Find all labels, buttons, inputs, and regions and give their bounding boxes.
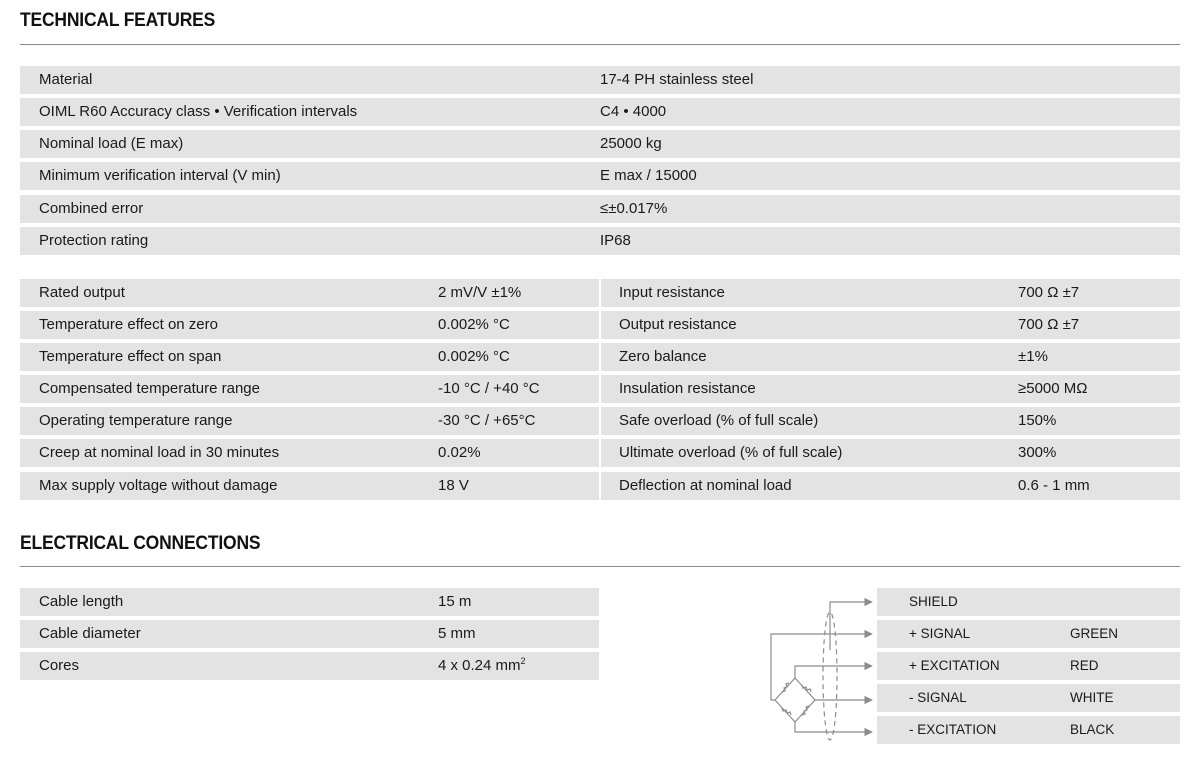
spec-label: Deflection at nominal load [619,477,792,494]
wire-color: RED [1070,658,1099,673]
spec-label: Creep at nominal load in 30 minutes [39,444,280,461]
wire-row [877,652,1180,680]
spec-label: Nominal load (E max) [39,135,184,152]
table-row [20,375,599,403]
spec-value: E max / 15000 [600,167,697,184]
spec-value: 150% [1018,412,1057,429]
spec-value: 700 Ω ±7 [1018,316,1080,333]
spec-label: Input resistance [619,284,725,301]
spec-value: ≥5000 MΩ [1018,380,1088,397]
spec-value: 5 mm [438,625,476,642]
plus-excitation-wire [795,666,872,678]
table-row [20,130,1180,158]
spec-value: ±1% [1018,348,1048,365]
spec-label: Cable length [39,593,124,610]
table-row [20,620,599,648]
spec-value: 0.6 - 1 mm [1018,477,1090,494]
table-row [601,439,1180,467]
spec-label: Temperature effect on zero [39,316,218,333]
table-row [601,472,1180,500]
wire-color: GREEN [1070,626,1119,641]
table-row [20,162,1180,190]
table-row [20,343,599,371]
spec-label: Output resistance [619,316,737,333]
spec-value: 300% [1018,444,1057,461]
spec-value: -10 °C / +40 °C [438,380,540,397]
wire-signal: - EXCITATION [909,722,997,737]
spec-value: 25000 kg [600,135,662,152]
bridge-wiring-diagram [760,590,878,750]
spec-label: OIML R60 Accuracy class • Verification intervals [39,103,358,120]
table-row [601,279,1180,307]
table-row [20,66,1180,94]
spec-label: Rated output [39,284,125,301]
spec-label: Cores [39,657,80,674]
table-row [20,439,599,467]
plus-signal-wire [771,634,872,700]
table-row [20,227,1180,255]
spec-label: Minimum verification interval (V min) [39,167,281,184]
cores-value-superscript: 2 [520,656,526,666]
spec-value: ≤±0.017% [600,200,668,217]
spec-value: 0.002% °C [438,348,510,365]
cores-value-text: 4 x 0.24 mm [438,657,521,674]
table-row [601,343,1180,371]
table-row [20,588,599,616]
bridge-diamond [775,678,815,722]
table-row [20,311,599,339]
spec-value: 0.02% [438,444,481,461]
spec-value: 2 mV/V ±1% [438,284,522,301]
spec-label: Combined error [39,200,144,217]
spec-label: Insulation resistance [619,380,756,397]
wire-signal: SHIELD [909,594,958,609]
spec-value: 700 Ω ±7 [1018,284,1080,301]
table-row [20,407,599,435]
table-row [20,195,1180,223]
section-divider [20,44,1180,45]
spec-value: 15 m [438,593,472,610]
table-row [601,407,1180,435]
table-row [20,652,599,680]
spec-label: Operating temperature range [39,412,233,429]
table-row [601,311,1180,339]
wire-row [877,716,1180,744]
spec-label: Material [39,71,93,88]
technical-features-heading: TECHNICAL FEATURES [20,10,216,31]
wire-color: BLACK [1070,722,1115,737]
spec-label: Safe overload (% of full scale) [619,412,819,429]
wire-signal: + EXCITATION [909,658,1000,673]
wire-signal: - SIGNAL [909,690,967,705]
spec-label: Protection rating [39,232,149,249]
table-row [20,279,599,307]
table-row [601,375,1180,403]
spec-label: Max supply voltage without damage [39,477,278,494]
spec-value: IP68 [600,232,631,249]
electrical-connections-heading: ELECTRICAL CONNECTIONS [20,533,261,554]
spec-value: 17-4 PH stainless steel [600,71,754,88]
wire-signal: + SIGNAL [909,626,971,641]
spec-label: Cable diameter [39,625,141,642]
spec-label: Ultimate overload (% of full scale) [619,444,843,461]
table-row [20,472,599,500]
section-divider [20,566,1180,567]
spec-value: 0.002% °C [438,316,510,333]
spec-value: -30 °C / +65°C [438,412,536,429]
wire-row [877,588,1180,616]
spec-value [438,652,526,680]
spec-label: Compensated temperature range [39,380,260,397]
wire-color: WHITE [1070,690,1114,705]
wire-row [877,684,1180,712]
spec-value: C4 • 4000 [600,103,667,120]
spec-label: Zero balance [619,348,707,365]
wire-row [877,620,1180,648]
spec-value: 18 V [438,477,469,494]
spec-label: Temperature effect on span [39,348,222,365]
table-row [20,98,1180,126]
